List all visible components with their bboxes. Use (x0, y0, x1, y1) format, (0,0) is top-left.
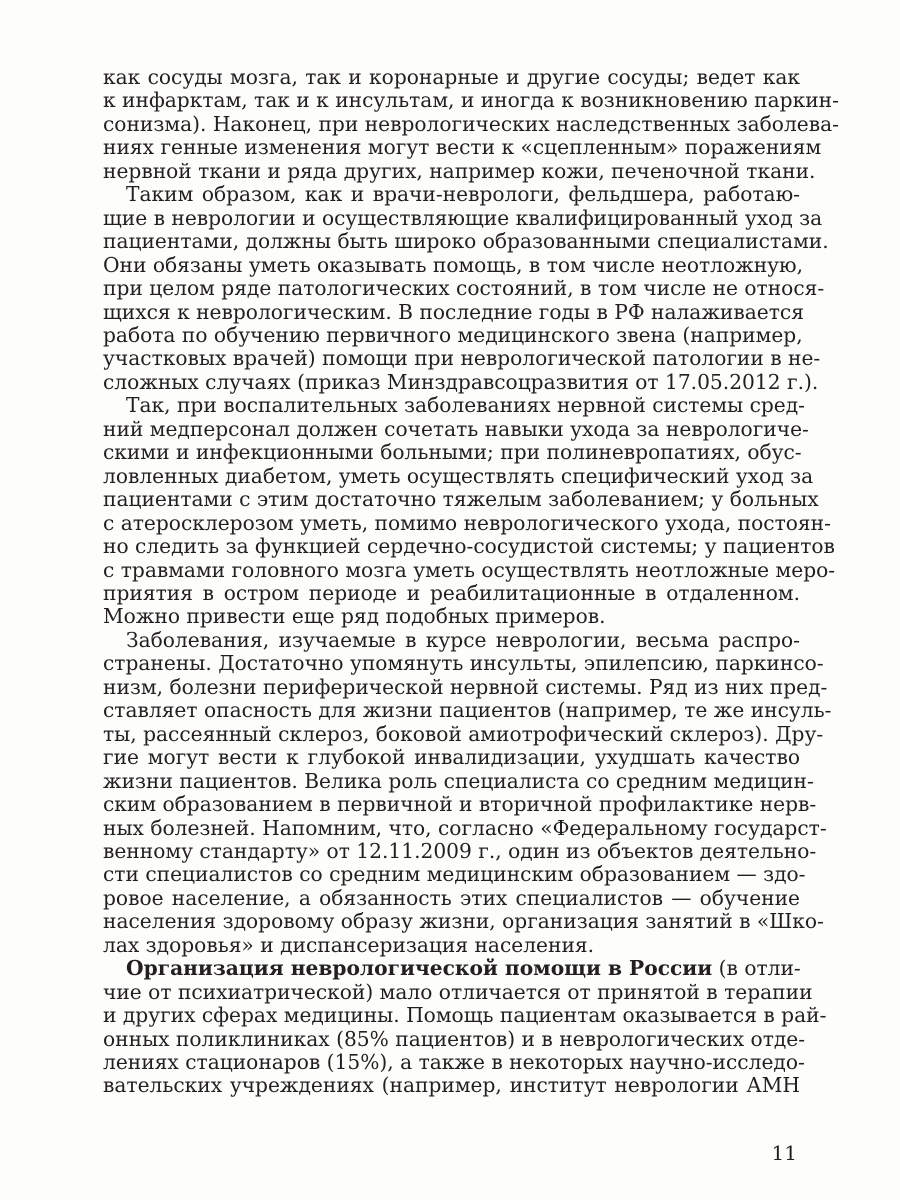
text-line: сложных случаях (приказ Минздравсоцразвития от 17.05.2012 г.). (103, 369, 819, 394)
text-line: щие в неврологии и осуществляющие квалифицированный уход за (103, 205, 823, 230)
text-line: странены. Достаточно упомянуть инсульты, эпилепсию, паркинсо- (103, 651, 824, 676)
text-line: лениях стационаров (15%), а также в некоторых научно-исследо- (103, 1050, 805, 1075)
text-line: Так, при воспалительных заболеваниях нервной системы сред- (126, 393, 805, 418)
text-line: с атеросклерозом уметь, помимо неврологического ухода, постоян- (103, 510, 831, 535)
text-line: работа по обучению первичного медицинского звена (например, (103, 322, 803, 347)
paragraph (103, 182, 829, 394)
text-line: участковых врачей) помощи при неврологической патологии в не- (103, 346, 821, 371)
body-text (103, 65, 839, 1098)
text-line: ровое население, а обязанность этих специалистов — обучение (103, 885, 800, 910)
text-line: скими и инфекционными больными; при полиневропатиях, обус- (103, 440, 802, 465)
text-line: ловленных диабетом, уметь осуществлять специфический уход за (103, 463, 814, 488)
text-line: вательских учреждениях (например, институт неврологии АМН (103, 1073, 800, 1098)
text-line: гие могут вести к глубокой инвалидизации, ухудшать качество (103, 745, 800, 770)
text-line: с травмами головного мозга уметь осуществлять неотложные меро- (103, 557, 836, 582)
text-line: и других сферах медицины. Помощь пациентам оказывается в рай- (103, 1003, 827, 1028)
text-line: чие от психиатрической) мало отличается от принятой в терапии (103, 979, 813, 1004)
text-line: к инфарктам, так и к инсультам, и иногда к возникновению паркин- (103, 88, 839, 113)
paragraph (103, 627, 832, 957)
text-line: ниях генные изменения могут вести к «сцепленным» поражениям (103, 135, 822, 160)
text-line: венному стандарту» от 12.11.2009 г., один из объектов деятельно- (103, 838, 817, 863)
page-number: 11 (771, 1141, 797, 1165)
text-line: сти специалистов со средним медицинским образованием — здо- (103, 862, 806, 887)
text-line (103, 957, 800, 980)
text-line: Можно привести еще ряд подобных примеров. (103, 604, 606, 629)
text-line: щихся к неврологическим. В последние годы в РФ налаживается (103, 299, 804, 324)
text-line: Они обязаны уметь оказывать помощь, в том числе неотложную, (103, 252, 804, 277)
paragraph (103, 956, 827, 1098)
text-line: ским образованием в первичной и вторичной профилактике нерв- (103, 792, 817, 817)
text-line: ных болезней. Напомним, что, согласно «Федеральному государст- (103, 815, 827, 840)
text-line: населения здоровому образу жизни, организация занятий в «Шко- (103, 909, 824, 934)
text-line: ставляет опасность для жизни пациентов (например, те же инсуль- (103, 698, 832, 723)
text-line: при целом ряде патологических состояний, в том числе не относя- (103, 276, 825, 301)
text-line: Заболевания, изучаемые в курсе неврологии, весьма распро- (126, 627, 800, 652)
text-line: низм, болезни периферической нервной системы. Ряд из них пред- (103, 674, 828, 699)
text-line-content: (в отли- (712, 956, 801, 981)
text-line: онных поликлиниках (85% пациентов) и в неврологических отде- (103, 1026, 806, 1051)
text-line: пациентами, должны быть широко образованными специалистами. (103, 229, 829, 254)
text-line: ты, рассеянный склероз, боковой амиотрофический склероз). Дру- (103, 721, 824, 746)
text-line: как сосуды мозга, так и коронарные и другие сосуды; ведет как (103, 65, 800, 89)
text-line: сонизма). Наконец, при неврологических наследственных заболева- (103, 111, 839, 136)
text-line: лах здоровья» и диспансеризация населения. (103, 932, 595, 957)
text-line: но следить за функцией сердечно-сосудистой системы; у пациентов (103, 534, 835, 559)
paragraph (103, 393, 836, 629)
text-line: приятия в остром периоде и реабилитационные в отдаленном. (103, 580, 800, 605)
paragraph (103, 65, 839, 183)
section-lead-heading: Организация неврологической помощи в России (126, 956, 713, 981)
text-line: нервной ткани и ряда других, например кожи, печеночной ткани. (103, 158, 816, 183)
text-line: жизни пациентов. Велика роль специалиста со средним медицин- (103, 768, 814, 793)
text-line: Таким образом, как и врачи-неврологи, фельдшера, работаю- (126, 182, 800, 207)
text-line: пациентами с этим достаточно тяжелым заболеванием; у больных (103, 487, 819, 512)
text-line: ний медперсонал должен сочетать навыки ухода за неврологиче- (103, 416, 809, 441)
